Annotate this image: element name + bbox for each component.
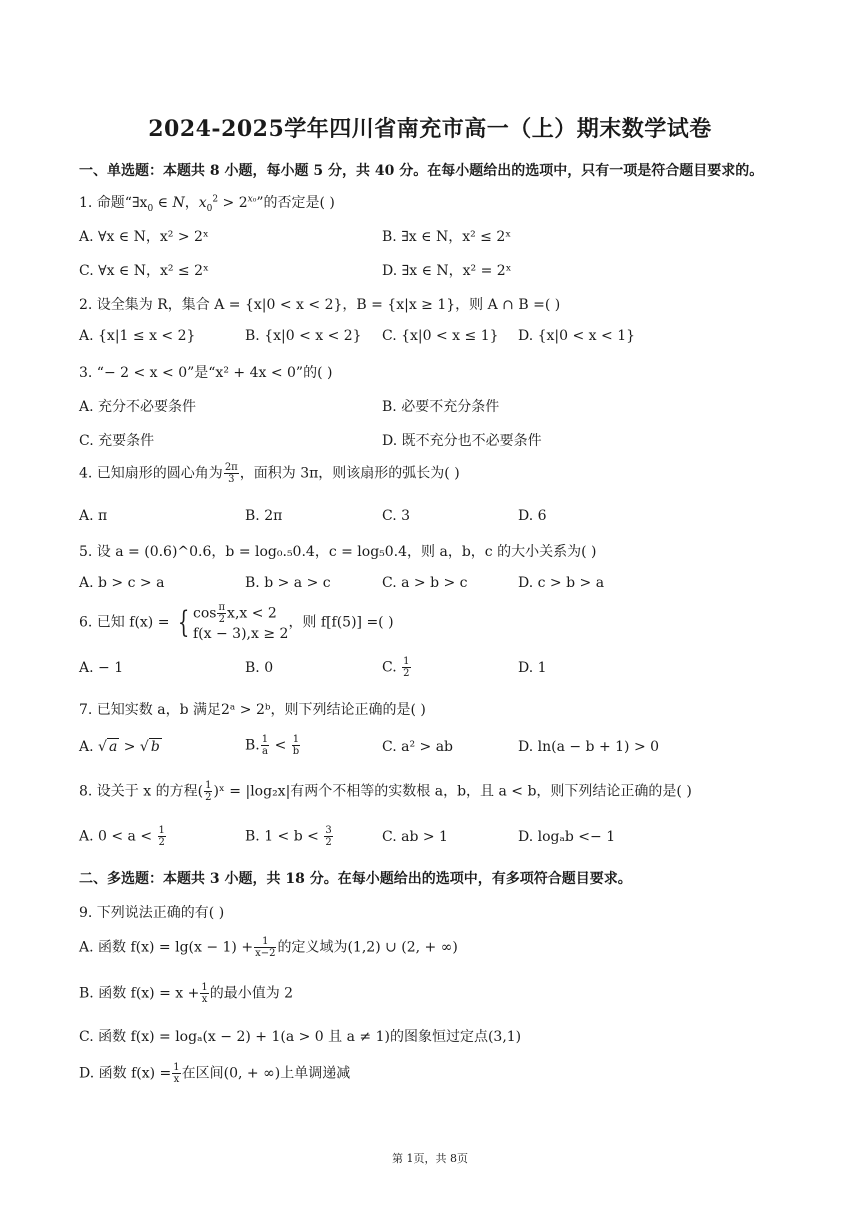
section-2-heading: 二、多选题：本题共 3 小题，共 18 分。在每小题给出的选项中，有多项符合题目要求。 [79, 871, 632, 887]
q5-option-a[interactable]: A. b > c > a [79, 575, 165, 591]
q8-stem-pre: 8. 设关于 x 的方程( [79, 783, 204, 800]
q1-option-a[interactable]: A. ∀x ∈ N，x² > 2ˣ [79, 229, 209, 245]
q3-option-d[interactable]: D. 既不充分也不必要条件 [382, 433, 542, 449]
q2-option-d[interactable]: D. {x|0 < x < 1} [518, 328, 636, 344]
q5-option-c[interactable]: C. a > b > c [382, 575, 468, 591]
q9-option-c[interactable]: C. 函数 f(x) = logₐ(x − 2) + 1(a > 0 且 a ≠ 1)的图象恒过定点(3,1) [79, 1029, 522, 1045]
q8-option-a[interactable]: A. 0 < a < $\frac{1}{2}$ [79, 825, 165, 848]
q6-option-d[interactable]: D. 1 [518, 660, 547, 676]
q4-stem-pre: 4. 已知扇形的圆心角为 [79, 465, 223, 482]
q8-stem-post: )ˣ = |log₂x|有两个不相等的实数根 a，b，且 a < b，则下列结论正确的是( ) [213, 783, 692, 800]
q4-option-c[interactable]: C. 3 [382, 508, 411, 524]
question-9: 9. 下列说法正确的有( ) [79, 905, 225, 921]
q6-stem-pre: 6. 已知 f(x) = [79, 614, 170, 631]
q3-option-a[interactable]: A. 充分不必要条件 [79, 399, 197, 415]
q3-option-b[interactable]: B. 必要不充分条件 [382, 399, 500, 415]
page-footer: 第 1页，共 8页 [392, 1152, 468, 1165]
q2-option-b[interactable]: B. {x|0 < x < 2} [245, 328, 362, 344]
q7-option-a[interactable]: A. √ a > √ b [79, 739, 160, 755]
q4-fraction: $\frac{2\pi}{3}$ [224, 462, 238, 485]
q8-option-b[interactable]: B. 1 < b < $\frac{3}{2}$ [245, 825, 332, 848]
question-8: 8. 设关于 x 的方程( $\frac{1}{2}$ )ˣ = |log₂x|有两个不相等的实数根 a，b，且 a < b，则下列结论正确的是( ) [79, 780, 692, 803]
q6-option-c[interactable]: C. $\frac{1}{2}$ [382, 656, 410, 679]
q4-option-b[interactable]: B. 2π [245, 508, 283, 524]
question-4 [79, 462, 460, 485]
q5-option-d[interactable]: D. c > b > a [518, 575, 605, 591]
q1-option-c[interactable]: C. ∀x ∈ N，x² ≤ 2ˣ [79, 263, 209, 279]
q6-piecewise: cos $\frac{\pi}{2}$ x,x < 2 f(x − 3),x ≥ 2 [193, 602, 289, 642]
question-7: 7. 已知实数 a，b 满足2ᵃ > 2ᵇ，则下列结论正确的是( ) [79, 702, 426, 718]
q4-stem-post: ，面积为 3π，则该扇形的弧长为( ) [239, 465, 460, 482]
q6-option-a[interactable]: A. − 1 [79, 660, 124, 676]
q3-option-c[interactable]: C. 充要条件 [79, 433, 155, 449]
q1-stem-pre: 1. 命题“∃x [79, 195, 148, 211]
q9-option-b[interactable]: B. 函数 f(x) = x + $\frac{1}{x}$ 的最小值为 2 [79, 982, 294, 1005]
q2-option-a[interactable]: A. {x|1 ≤ x < 2} [79, 328, 196, 344]
page-title: 2024-2025学年四川省南充市高一（上）期末数学试卷 [148, 116, 712, 142]
q9-option-a[interactable]: A. 函数 f(x) = lg(x − 1) + $\frac{1}{x-2}$ 的定义域为(1,2) ∪ (2, + ∞) [79, 936, 458, 959]
section-1-heading: 一、单选题：本题共 8 小题，每小题 5 分，共 40 分。在每小题给出的选项中，只有一项是符合题目要求的。 [79, 163, 764, 179]
q7-option-b[interactable]: B. $\frac{1}{a}$ < $\frac{1}{b}$ [245, 734, 300, 757]
q4-option-d[interactable]: D. 6 [518, 508, 547, 524]
q2-option-c[interactable]: C. {x|0 < x ≤ 1} [382, 328, 499, 344]
q8-option-d[interactable]: D. logₐb <− 1 [518, 829, 616, 845]
question-2: 2. 设全集为 R，集合 A = {x|0 < x < 2}，B = {x|x ≥ 1}，则 A ∩ B =( ) [79, 297, 561, 313]
question-3: 3. “− 2 < x < 0”是“x² + 4x < 0”的( ) [79, 365, 333, 381]
question-6 [79, 602, 394, 643]
q1-option-d[interactable]: D. ∃x ∈ N，x² = 2ˣ [382, 263, 512, 279]
question-1: 1. 命题“$\exists x_0$ ∈ N，$x_0^2 > 2^{x_0}$”的否定是( ) [79, 194, 335, 214]
q6-option-b[interactable]: B. 0 [245, 660, 274, 676]
q8-option-c[interactable]: C. ab > 1 [382, 829, 448, 845]
q1-stem-post: ”的否定是( ) [256, 195, 335, 211]
left-brace-icon: { [177, 604, 190, 640]
q6-stem-post: ，则 f[f(5)] =( ) [288, 614, 394, 631]
question-5: 5. 设 a = (0.6)^0.6，b = log₀.₅0.4，c = log₅0.4，则 a，b，c 的大小关系为( ) [79, 544, 597, 560]
q4-option-a[interactable]: A. π [79, 508, 108, 524]
q7-option-d[interactable]: D. ln(a − b + 1) > 0 [518, 739, 660, 755]
q5-option-b[interactable]: B. b > a > c [245, 575, 331, 591]
q9-option-d[interactable]: D. 函数 f(x) = $\frac{1}{x}$ 在区间(0, + ∞)上单调递减 [79, 1062, 351, 1085]
q1-option-b[interactable]: B. ∃x ∈ N，x² ≤ 2ˣ [382, 229, 512, 245]
q7-option-c[interactable]: C. a² > ab [382, 739, 454, 755]
